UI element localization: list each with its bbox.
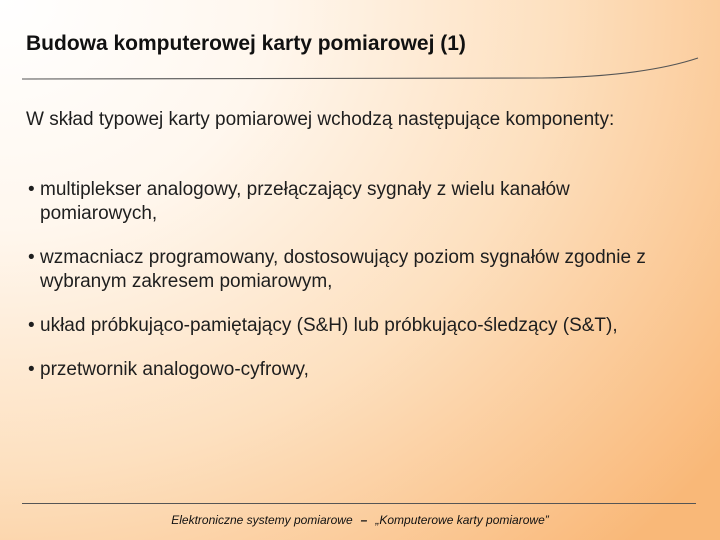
bullet-icon: • [28,359,35,380]
bullet-icon: • [28,179,35,200]
list-item [28,358,688,382]
list-item-text: przetwornik analogowo-cyfrowy, [40,359,309,380]
footer-divider [22,503,696,504]
bullet-icon: • [28,247,35,268]
title-underline [22,56,702,84]
list-item-text: wzmacniacz programowany, dostosowujący poziom sygnałów zgodnie z wybranym zakresem pomiarowym, [40,247,646,292]
list-item [28,246,688,294]
list-item-text: multiplekser analogowy, przełączający sygnały z wielu kanałów pomiarowych, [40,179,570,224]
list-item [28,178,688,226]
footer-course-title: Elektroniczne systemy pomiarowe [171,513,353,527]
footer-lecture-title: „Komputerowe karty pomiarowe” [375,513,549,527]
list-item [28,314,688,338]
bullet-icon: • [28,315,35,336]
slide-title: Budowa komputerowej karty pomiarowej (1) [26,32,466,55]
footer-separator: – [360,513,368,527]
component-list [28,178,688,402]
list-item-text: układ próbkująco-pamiętający (S&H) lub próbkująco-śledzący (S&T), [40,315,618,336]
footer [0,513,720,527]
intro-text: W skład typowej karty pomiarowej wchodzą następujące komponenty: [26,109,615,130]
